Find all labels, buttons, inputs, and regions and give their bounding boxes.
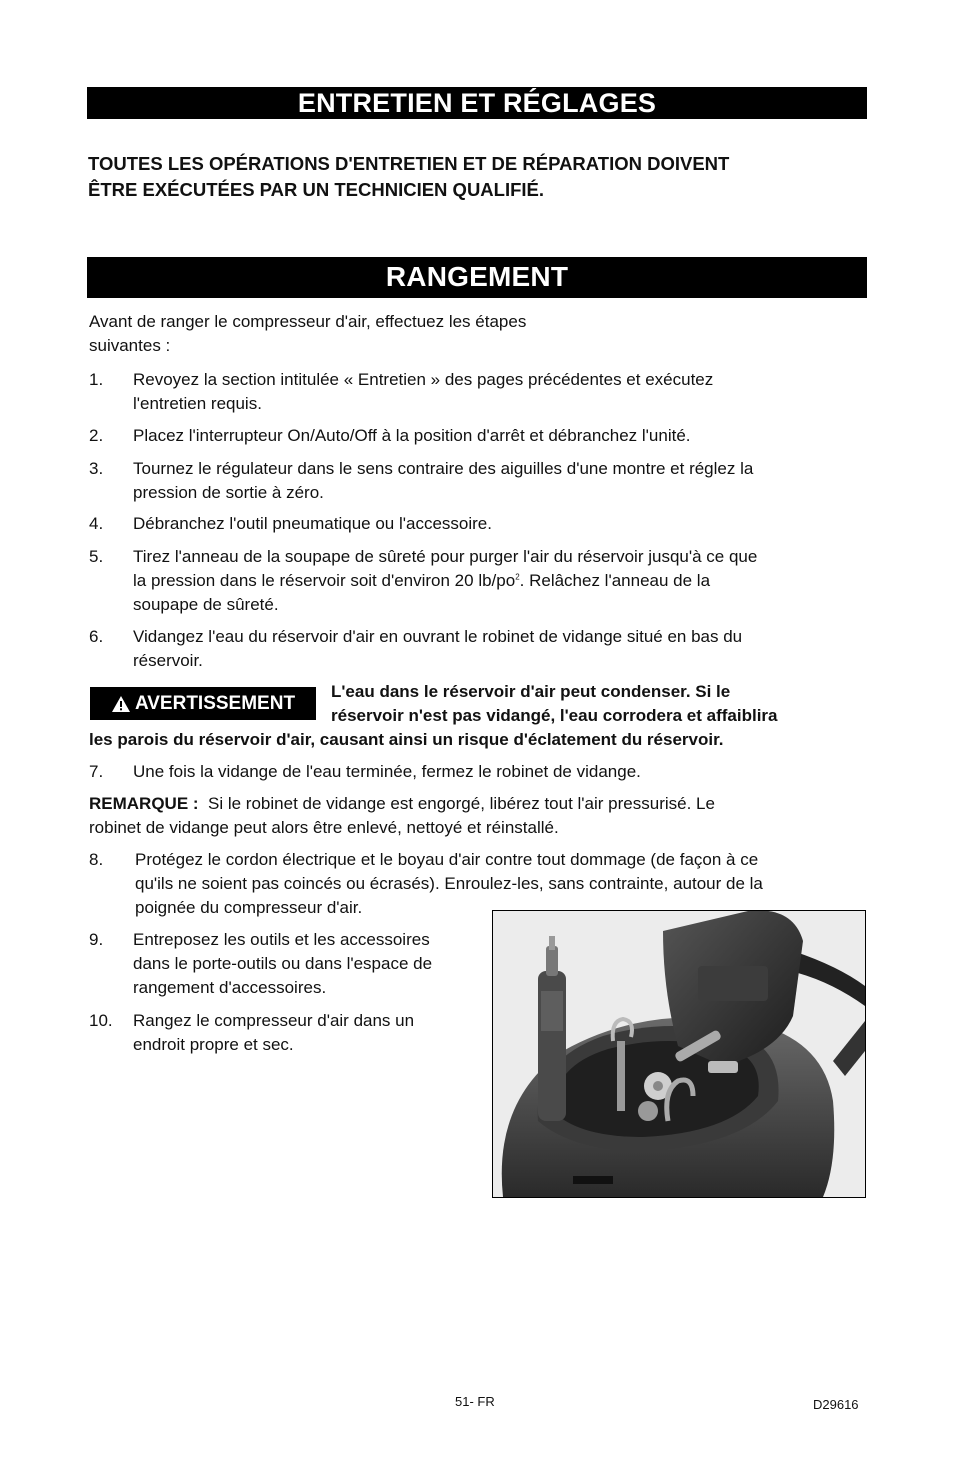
step-8-line-2: qu'ils ne soient pas coincés ou écrasés). Enroulez-les, sans contrainte, autour de la: [135, 874, 763, 893]
step-3-line-1: Tournez le régulateur dans le sens contraire des aiguilles d'une montre et réglez la: [133, 459, 754, 478]
step-9-line-1: Entreposez les outils et les accessoires: [133, 930, 430, 949]
step-6-number: 6.: [89, 627, 104, 646]
step-7-number: 7.: [89, 762, 104, 781]
warning-line-2: réservoir n'est pas vidangé, l'eau corrodera et affaiblira: [331, 706, 778, 725]
step-5-line-2-a: la pression dans le réservoir soit d'environ 20 lb/po: [133, 571, 516, 590]
step-3-line-2: pression de sortie à zéro.: [133, 483, 324, 502]
step-5-line-1: Tirez l'anneau de la soupape de sûreté pour purger l'air du réservoir jusqu'à ce que: [133, 547, 758, 566]
step-1-number: 1.: [89, 370, 104, 389]
remark-line-2: robinet de vidange peut alors être enlevé, nettoyé et réinstallé.: [89, 818, 559, 837]
qualified-technician-notice: [88, 151, 878, 203]
step-6-line-1: Vidangez l'eau du réservoir d'air en ouvrant le robinet de vidange situé en bas du: [133, 627, 743, 646]
step-10-line-2: endroit propre et sec.: [133, 1035, 294, 1054]
step-7-line-1: Une fois la vidange de l'eau terminée, fermez le robinet de vidange.: [133, 762, 641, 781]
step-9-line-2: dans le porte-outils ou dans l'espace de: [133, 954, 433, 973]
step-5-line-2: [133, 569, 710, 593]
warning-badge: [91, 688, 315, 719]
step-10-number: 10.: [89, 1011, 113, 1030]
step-3-number: 3.: [89, 459, 104, 478]
step-8-line-3: poignée du compresseur d'air.: [135, 898, 363, 917]
remark-label: REMARQUE :: [89, 794, 199, 813]
step-1-line-2: l'entretien requis.: [133, 394, 262, 413]
warning-triangle-icon: [111, 695, 131, 713]
compressor-illustration: [493, 911, 865, 1197]
step-5-line-3: soupape de sûreté.: [133, 595, 279, 614]
intro-line-2: suivantes :: [89, 336, 171, 355]
superscript-2: 2: [515, 572, 520, 582]
step-1-line-1: Revoyez la section intitulée « Entretien » des pages précédentes et exécutez: [133, 370, 714, 389]
maintenance-heading: ENTRETIEN ET RÉGLAGES: [87, 87, 867, 119]
step-10-line-1: Rangez le compresseur d'air dans un: [133, 1011, 415, 1030]
remark-line-1: [89, 792, 715, 816]
step-2-line-1: Placez l'interrupteur On/Auto/Off à la position d'arrêt et débranchez l'unité.: [133, 426, 691, 445]
notice-line-2: ÊTRE EXÉCUTÉES PAR UN TECHNICIEN QUALIFIÉ.: [88, 179, 545, 200]
warning-line-3: les parois du réservoir d'air, causant ainsi un risque d'éclatement du réservoir.: [89, 730, 724, 749]
step-8-line-1: Protégez le cordon électrique et le boyau d'air contre tout dommage (de façon à ce: [135, 850, 759, 869]
step-4-number: 4.: [89, 514, 104, 533]
document-code: D29616: [813, 1397, 859, 1412]
warning-line-1: L'eau dans le réservoir d'air peut condenser. Si le: [331, 682, 731, 701]
intro-line-1: Avant de ranger le compresseur d'air, effectuez les étapes: [89, 312, 527, 331]
remark-text-1: Si le robinet de vidange est engorgé, libérez tout l'air pressurisé. Le: [208, 794, 715, 813]
step-9-line-3: rangement d'accessoires.: [133, 978, 327, 997]
step-8-number: 8.: [89, 850, 104, 869]
step-2-number: 2.: [89, 426, 104, 445]
step-9-number: 9.: [89, 930, 104, 949]
page-number: 51- FR: [455, 1394, 495, 1409]
notice-line-1: TOUTES LES OPÉRATIONS D'ENTRETIEN ET DE RÉPARATION DOIVENT: [88, 153, 730, 174]
step-5-number: 5.: [89, 547, 104, 566]
step-6-line-2: réservoir.: [133, 651, 203, 670]
step-4-line-1: Débranchez l'outil pneumatique ou l'accessoire.: [133, 514, 492, 533]
compressor-storage-photo: [492, 910, 866, 1198]
storage-heading: RANGEMENT: [87, 257, 867, 298]
warning-label: AVERTISSEMENT: [134, 692, 296, 714]
step-5-line-2-b: . Relâchez l'anneau de la: [519, 571, 711, 590]
